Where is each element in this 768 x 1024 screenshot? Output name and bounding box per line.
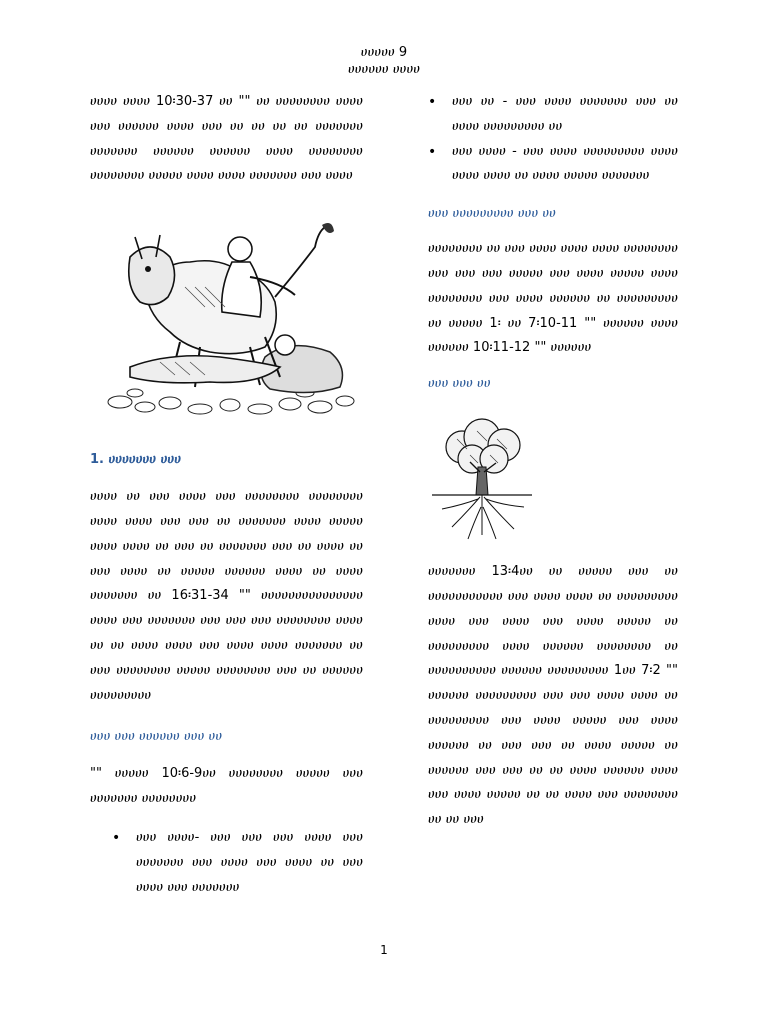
- lesson-number: ሀሀሀሀሀ 9: [360, 45, 408, 60]
- list-item: [428, 90, 678, 140]
- bullet-text: ሀሀሀ ሀሀሀሀ - ሀሀሀ ሀሀሀሀ ሀሀሀሀሀሀሀሀሀ ሀሀሀሀ ሀሀሀሀ ሀሀሀሀ ሀሀ ሀሀሀሀ ሀሀሀሀሀ ሀሀሀሀሀሀሀ: [452, 143, 678, 184]
- subheading: ሀሀሀ ሀሀሀሀሀሀሀሀሀ ሀሀሀ ሀሀ: [428, 206, 556, 222]
- right-column: [428, 90, 678, 833]
- list-item: [428, 140, 678, 190]
- tree-with-roots-illustration: [432, 417, 532, 542]
- left-column: [90, 90, 363, 900]
- sub-body: ሀሀሀሀሀሀሀሀ ሀሀ ሀሀሀ ሀሀሀሀ ሀሀሀሀ ሀሀሀሀ ሀሀሀሀሀሀሀሀ ሀሀሀ ሀሀሀ ሀሀሀ ሀሀሀሀሀ ሀሀሀ ሀሀሀሀ ሀሀሀሀሀ ሀሀሀሀ ሀሀሀሀሀሀሀሀ ሀሀሀ ሀሀሀሀ ሀሀሀሀሀሀ ሀሀ ሀሀሀሀሀሀሀሀሀ ሀሀ ሀሀሀሀሀ 1፡ ሀሀ 7፡10-11 "" ሀሀሀሀሀሀ ሀሀሀሀ ሀሀሀሀሀሀ 10፡11-12 "" ሀሀሀሀሀሀ: [428, 241, 678, 356]
- subheading: ሀሀሀ ሀሀሀ ሀሀ: [428, 376, 491, 392]
- intro-paragraph: ሀሀሀሀ ሀሀሀሀ 10፡30-37 ሀሀ "" ሀሀ ሀሀሀሀሀሀሀሀ ሀሀሀሀ ሀሀሀ ሀሀሀሀሀሀ ሀሀሀሀ ሀሀሀ ሀሀ ሀሀ ሀሀ ሀሀ ሀሀሀሀሀሀሀ ሀሀሀሀሀሀሀ ሀሀሀሀሀሀ ሀሀሀሀሀሀ ሀሀሀሀ ሀሀሀሀሀሀሀሀ ሀሀሀሀሀሀሀሀ ሀሀሀሀሀ ሀሀሀሀ ሀሀሀሀ ሀሀሀሀሀሀሀ ሀሀሀ ሀሀሀሀ: [90, 94, 363, 184]
- bullet-text: ሀሀሀ ሀሀ - ሀሀሀ ሀሀሀሀ ሀሀሀሀሀሀሀ ሀሀሀ ሀሀ ሀሀሀሀ ሀሀሀሀሀሀሀሀሀ ሀሀ: [452, 94, 678, 134]
- bullet-text: ሀሀሀ ሀሀሀሀ- ሀሀሀ ሀሀሀ ሀሀሀ ሀሀሀሀ ሀሀሀ ሀሀሀሀሀሀሀ ሀሀሀ ሀሀሀሀ ሀሀሀ ሀሀሀሀ ሀሀ ሀሀሀ ሀሀሀሀ ሀሀሀ ሀሀሀሀሀሀሀ: [136, 829, 363, 895]
- bullet-list: [428, 90, 678, 189]
- bullet-icon: •: [112, 829, 121, 846]
- page-header: [0, 44, 768, 78]
- bullet-list: [90, 826, 363, 900]
- section-body: ሀሀሀሀ ሀሀ ሀሀሀ ሀሀሀሀ ሀሀሀ ሀሀሀሀሀሀሀሀ ሀሀሀሀሀሀሀሀ ሀሀሀሀ ሀሀሀሀ ሀሀሀ ሀሀሀ ሀሀ ሀሀሀሀሀሀሀ ሀሀሀሀ ሀሀሀሀሀ ሀሀሀሀ ሀሀሀሀ ሀሀ ሀሀሀ ሀሀ ሀሀሀሀሀሀሀ ሀሀሀ ሀሀ ሀሀሀሀ ሀሀ ሀሀሀ ሀሀሀሀ ሀሀ ሀሀሀሀሀ ሀሀሀሀሀሀ ሀሀሀሀ ሀሀ ሀሀሀሀ ሀሀሀሀሀሀሀ ሀሀ 16፡31-34 "" ሀሀሀሀሀሀሀሀሀሀሀሀሀሀሀ ሀሀሀሀ ሀሀሀ ሀሀሀሀሀሀሀ ሀሀሀ ሀሀሀ ሀሀሀ ሀሀሀሀሀሀሀሀ ሀሀሀሀ ሀሀ ሀሀ ሀሀሀሀ ሀሀሀሀ ሀሀሀ ሀሀሀሀ ሀሀሀሀ ሀሀሀሀሀሀሀ ሀሀ ሀሀሀ ሀሀሀሀሀሀሀሀ ሀሀሀሀሀ ሀሀሀሀሀሀሀሀ ሀሀሀ ሀሀ ሀሀሀሀሀሀ ሀሀሀሀሀሀሀሀሀ: [90, 489, 363, 703]
- samaritan-donkey-illustration: [90, 217, 363, 427]
- subheading: ሀሀሀ ሀሀሀ ሀሀሀሀሀሀ ሀሀሀ ሀሀ: [90, 729, 223, 745]
- page-number: 1: [380, 943, 388, 957]
- lesson-title: ሀሀሀሀሀሀ ሀሀሀሀ: [347, 62, 421, 77]
- list-item: [90, 826, 363, 900]
- section-heading: 1. ሀሀሀሀሀሀሀ ሀሀሀ: [90, 452, 182, 468]
- sub-body: ሀሀሀሀሀሀሀ 13፡4ሀሀ ሀሀ ሀሀሀሀሀ ሀሀሀ ሀሀ ሀሀሀሀሀሀሀሀሀሀሀ ሀሀሀ ሀሀሀሀ ሀሀሀሀ ሀሀ ሀሀሀሀሀሀሀሀሀ ሀሀሀሀ ሀሀሀ ሀሀሀሀ ሀሀሀ ሀሀሀሀ ሀሀሀሀሀ ሀሀ ሀሀሀሀሀሀሀሀሀ ሀሀሀሀ ሀሀሀሀሀሀ ሀሀሀሀሀሀሀሀ ሀሀ ሀሀሀሀሀሀሀሀሀሀ ሀሀሀሀሀሀ ሀሀሀሀሀሀሀሀሀ 1ሀሀ 7፡2 "" ሀሀሀሀሀሀ ሀሀሀሀሀሀሀሀሀ ሀሀሀ ሀሀሀ ሀሀሀሀ ሀሀሀሀ ሀሀ ሀሀሀሀሀሀሀሀሀ ሀሀሀ ሀሀሀሀ ሀሀሀሀሀ ሀሀሀ ሀሀሀሀ ሀሀሀሀሀሀ ሀሀ ሀሀሀ ሀሀሀ ሀሀ ሀሀሀሀ ሀሀሀሀሀ ሀሀ ሀሀሀሀሀሀ ሀሀሀ ሀሀሀ ሀሀ ሀሀ ሀሀሀሀ ሀሀሀሀሀሀ ሀሀሀሀ ሀሀሀ ሀሀሀሀ ሀሀሀሀሀ ሀሀ ሀሀ ሀሀሀሀ ሀሀሀ ሀሀሀሀሀሀሀሀ ሀሀ ሀሀ ሀሀሀ: [428, 564, 678, 828]
- sub-body: "" ሀሀሀሀሀ 10፡6-9ሀሀ ሀሀሀሀሀሀሀሀ ሀሀሀሀሀ ሀሀሀ ሀሀሀሀሀሀሀ ሀሀሀሀሀሀሀሀ: [90, 766, 363, 807]
- bullet-icon: •: [428, 94, 437, 110]
- bullet-icon: •: [428, 143, 437, 160]
